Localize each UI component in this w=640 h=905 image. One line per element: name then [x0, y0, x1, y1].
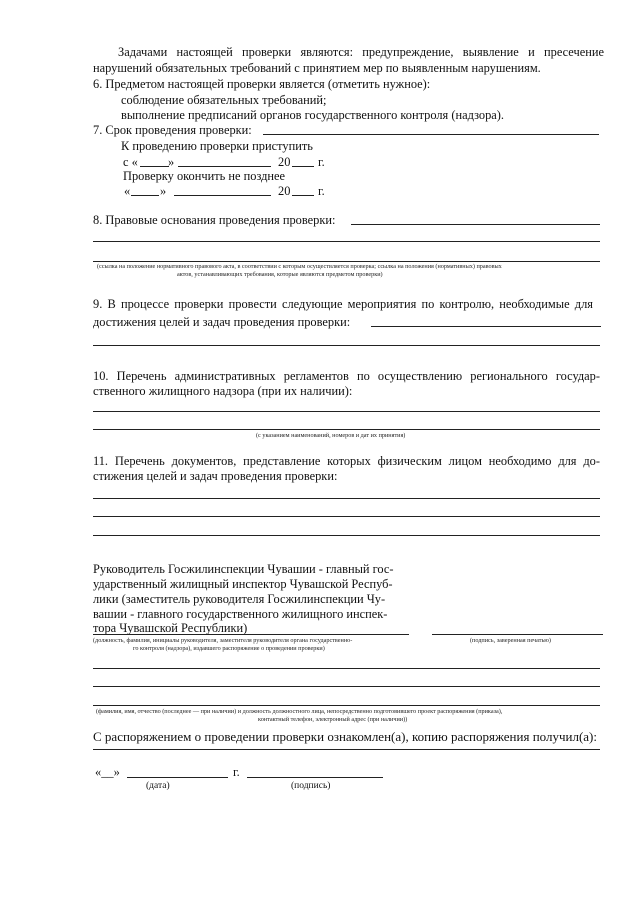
legal-field-line-2[interactable]: [93, 241, 600, 242]
term-start-day-line[interactable]: [140, 166, 169, 167]
ack-signature-line[interactable]: [247, 777, 383, 778]
term-field-line[interactable]: [263, 134, 599, 135]
preparer-field-line-1[interactable]: [93, 668, 600, 669]
term-end-year-prefix: 20: [278, 184, 291, 198]
measures-field-line-1[interactable]: [371, 326, 601, 327]
head-hint-left-1: (должность, фамилия, инициалы руководителя, заместителя руководителя органа государственно-: [93, 637, 353, 644]
legal-hint-2: актов, устанавливающих требования, которые являются предметом проверки): [177, 271, 383, 278]
head-hint-left-2: го контроля (надзора), издавшего распоряжение о проведении проверки): [133, 645, 325, 652]
term-end-label: Проверку окончить не позднее: [123, 169, 286, 183]
regulations-line-1: 10. Перечень административных регламентов по осуществлению регионального государ-: [93, 369, 600, 383]
tasks-line-1: Задачами настоящей проверки являются: предупреждение, выявление и пресечение: [118, 45, 604, 59]
term-end-quote: »: [160, 184, 167, 198]
tasks-line-2: нарушений обязательных требований с принятием мер по выявленным нарушениям.: [93, 61, 541, 75]
term-start-quote: »: [168, 155, 175, 169]
head-title-line-3: лики (заместитель руководителя Госжилинспекции Чу-: [93, 592, 386, 606]
preparer-field-line-3[interactable]: [93, 705, 600, 706]
subject-heading: 6. Предметом настоящей проверки является (отметить нужное):: [93, 77, 431, 91]
ack-signature-label: (подпись): [291, 781, 331, 791]
term-start-year-line[interactable]: [292, 166, 314, 167]
term-end-day-line[interactable]: [131, 195, 159, 196]
head-title-line-2: ударственный жилищный инспектор Чувашской Респуб-: [93, 577, 393, 591]
legal-heading: 8. Правовые основания проведения проверки:: [93, 213, 336, 227]
term-start-from: с «: [123, 155, 138, 169]
regulations-line-2: ственного жилищного надзора (при их наличии):: [93, 384, 353, 398]
documents-field-line-2[interactable]: [93, 516, 600, 517]
term-end-g: г.: [318, 184, 325, 198]
ack-text: С распоряжением о проведении проверки ознакомлен(а), копию распоряжения получил(а):: [93, 729, 597, 744]
documents-field-line-3[interactable]: [93, 535, 600, 536]
documents-line-2: стижения целей и задач проведения проверки:: [93, 469, 338, 483]
documents-line-1: 11. Перечень документов, представление которых физическим лицом необходимо для до-: [93, 454, 600, 468]
preparer-hint-1: (фамилия, имя, отчество (последнее — при наличии) и должность должностного лица, непосредственно подготовившего проект распоряжения (приказа),: [96, 708, 503, 715]
regulations-field-line-1[interactable]: [93, 411, 600, 412]
head-signature-line[interactable]: [432, 634, 603, 635]
ack-date-label: (дата): [146, 781, 170, 791]
head-title-line-1: Руководитель Госжилинспекции Чувашии - главный гос-: [93, 562, 394, 576]
ack-date-g: г.: [233, 765, 240, 779]
legal-field-line-1[interactable]: [351, 224, 600, 225]
term-end-month-line[interactable]: [174, 195, 271, 196]
subject-option-prescriptions: выполнение предписаний органов государственного контроля (надзора).: [121, 108, 505, 122]
head-title-line-5: тора Чувашской Республики): [93, 621, 248, 635]
term-end-open: «: [124, 184, 131, 198]
preparer-hint-2: контактный телефон, электронный адрес (при наличии)): [258, 716, 408, 723]
regulations-field-line-2[interactable]: [93, 429, 600, 430]
term-start-g: г.: [318, 155, 325, 169]
preparer-field-line-2[interactable]: [93, 686, 600, 687]
ack-field-line[interactable]: [93, 749, 600, 750]
head-title-line-4: вашии - главного государственного жилищного инспек-: [93, 607, 388, 621]
regulations-hint: (с указанием наименований, номеров и дат их принятия): [256, 432, 406, 439]
term-heading: 7. Срок проведения проверки:: [93, 123, 252, 137]
ack-date-line[interactable]: [127, 777, 228, 778]
term-start-label: К проведению проверки приступить: [121, 139, 313, 153]
head-position-line: [93, 634, 409, 635]
legal-hint-1: (ссылка на положение нормативного правового акта, в соответствии с которым осуществляется проверка; ссылка на положения (нормативных) правовых: [97, 263, 502, 270]
subject-option-requirements: соблюдение обязательных требований;: [121, 93, 327, 107]
measures-line-2: достижения целей и задач проведения проверки:: [93, 315, 351, 329]
ack-date-open: «__»: [95, 765, 120, 779]
term-end-year-line[interactable]: [292, 195, 314, 196]
head-hint-signature: (подпись, заверенная печатью): [470, 637, 551, 644]
measures-field-line-2[interactable]: [93, 345, 600, 346]
term-start-month-line[interactable]: [178, 166, 271, 167]
term-start-year-prefix: 20: [278, 155, 291, 169]
measures-line-1: 9. В процессе проверки провести следующие мероприятия по контролю, необходимые для: [93, 297, 593, 311]
documents-field-line-1[interactable]: [93, 498, 600, 499]
legal-field-line-3[interactable]: [93, 261, 600, 262]
